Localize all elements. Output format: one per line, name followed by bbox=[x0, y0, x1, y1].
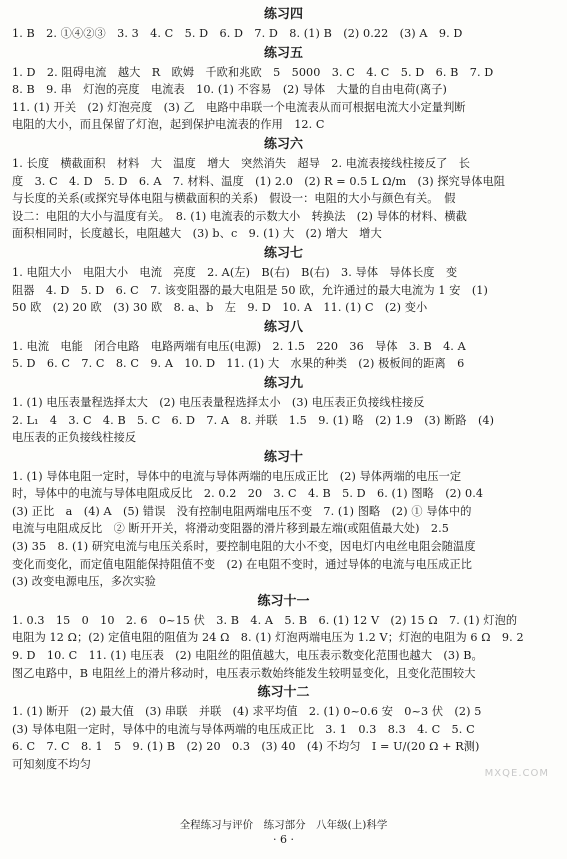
exercise-section bbox=[12, 245, 555, 317]
answer-sections bbox=[12, 6, 555, 774]
answer-line: 电阻为 12 Ω；(2) 定值电阻的阻值为 24 Ω 8. (1) 灯泡两端电压为 1.2 V；灯泡的电阻为 6 Ω 9. 2 bbox=[12, 631, 524, 645]
exercise-section bbox=[12, 136, 555, 243]
answer-line: 阻器 4. D 5. D 6. C 7. 该变阻器的最大电阻是 50 欧，允许通过的最大电流为 1 安 (1) bbox=[12, 283, 488, 297]
section-heading: 练习七 bbox=[263, 245, 303, 261]
page-number: · 6 · bbox=[273, 833, 294, 846]
answer-line: 时，导体中的电流与导体电阻成反比 2. 0.2 20 3. C 4. B 5. D 6. (1) 图略 (2) 0.4 bbox=[12, 487, 484, 501]
section-heading: 练习四 bbox=[263, 7, 303, 22]
exercise-section bbox=[12, 45, 555, 134]
section-heading: 练习十 bbox=[263, 449, 303, 465]
answer-line: 11. (1) 开关 (2) 灯泡亮度 (3) 乙 电路中串联一个电流表从而可根据电流大小定量判断 bbox=[12, 100, 466, 114]
answer-line: (3) 导体电阻一定时，导体中的电流与导体两端的电压成正比 3. 1 0.3 8.3 4. C 5. C bbox=[12, 722, 475, 736]
exercise-section bbox=[12, 375, 555, 447]
answer-line: 1. 0.3 15 0 10 2. 6 0~15 伏 3. B 4. A 5. B 6. (1) 12 V (2) 15 Ω 7. (1) 灯泡的 bbox=[12, 613, 518, 627]
answer-line: 5. D 6. C 7. C 8. C 9. A 10. D 11. (1) 大 水果的种类 (2) 极板间的距离 6 bbox=[12, 357, 465, 371]
answer-line: 与长度的关系(或探究导体电阻与横截面积的关系) 假设一：电阻的大小与颜色有关。 假 bbox=[12, 192, 456, 206]
answer-line: 1. (1) 断开 (2) 最大值 (3) 串联 并联 (4) 求平均值 2. (1) 0~0.6 安 0~3 伏 (2) 5 bbox=[12, 705, 482, 719]
answer-line: 度 3. C 4. D 5. D 6. A 7. 材料、温度 (1) 2.0 (2) R = 0.5 L Ω/m (3) 探究导体电阻 bbox=[12, 174, 506, 188]
section-heading: 练习五 bbox=[263, 45, 303, 61]
exercise-section bbox=[12, 449, 555, 591]
exercise-section bbox=[12, 319, 555, 373]
answer-line: 可知刻度不均匀 bbox=[12, 758, 92, 771]
answer-line: 6. C 7. C 8. 1 5 9. (1) B (2) 20 0.3 (3) 40 (4) 不均匀 I = U/(20 Ω + R测) bbox=[12, 740, 480, 754]
exercise-section bbox=[12, 684, 555, 773]
answer-line: 设二：电阻的大小与温度有关。 8. (1) 电流表的示数大小 转换法 (2) 导体的材料、横截 bbox=[12, 209, 467, 223]
answer-line: 50 欧 (2) 20 欧 (3) 30 欧 8. a、b 左 9. D 10. A 11. (1) C (2) 变小 bbox=[12, 301, 428, 315]
answer-line: 2. L₁ 4 3. C 4. B 5. C 6. D 7. A 8. 并联 1.5 9. (1) 略 (2) 1.9 (3) 断路 (4) bbox=[12, 413, 495, 427]
answer-line: 1. 长度 横截面积 材料 大 温度 增大 突然消失 超导 2. 电流表接线柱接反了 长 bbox=[12, 156, 470, 170]
answer-line: 8. B 9. 串 灯泡的亮度 电流表 10. (1) 不容易 (2) 导体 大量的自由电荷(离子) bbox=[12, 83, 448, 97]
section-heading: 练习十二 bbox=[257, 685, 310, 701]
section-heading: 练习九 bbox=[263, 375, 303, 391]
answer-line: 1. 电阻大小 电阻大小 电流 亮度 2. A(左) B(右) B(右) 3. 导体 导体长度 变 bbox=[12, 265, 458, 279]
answer-line: 变化而变化，而定值电阻能保持阻值不变 (2) 在电阻不变时，通过导体的电流与电压成正比 bbox=[12, 557, 473, 571]
answer-line: 9. D 10. C 11. (1) 电压表 (2) 电阻丝的阻值越大，电压表示数变化范围也越大 (3) B。 bbox=[12, 649, 483, 663]
section-heading: 练习六 bbox=[263, 136, 303, 152]
answer-line: 1. B 2. ①④②③ 3. 3 4. C 5. D 6. D 7. D 8. (1) B (2) 0.22 (3) A 9. D bbox=[12, 27, 463, 40]
exercise-section bbox=[12, 6, 555, 43]
answer-line: 1. (1) 导体电阻一定时，导体中的电流与导体两端的电压成正比 (2) 导体两端的电压一定 bbox=[12, 469, 462, 483]
answer-line: 1. (1) 电压表量程选择太大 (2) 电压表量程选择太小 (3) 电压表正负接线柱接反 bbox=[12, 395, 425, 409]
watermark: MXQE.COM bbox=[484, 768, 549, 779]
section-heading: 练习十一 bbox=[257, 593, 310, 609]
answer-line: 面积相同时，长度越长，电阻越大 (3) b、c 9. (1) 大 (2) 增大 增大 bbox=[12, 227, 382, 241]
answer-line: (3) 正比 a (4) A (5) 错误 没有控制电阻两端电压不变 7. (1) 图略 (2) ① 导体中的 bbox=[12, 504, 472, 518]
page-footer: 全程练习与评价 练习部分 八年级(上)科学 bbox=[179, 819, 388, 831]
answer-line: 1. D 2. 阻碍电流 越大 R 欧姆 千欧和兆欧 5 5000 3. C 4. C 5. D 6. B 7. D bbox=[12, 65, 494, 79]
answer-line: 电阻的大小，而且保留了灯泡，起到保护电流表的作用 12. C bbox=[12, 118, 325, 132]
answer-line: (3) 改变电源电压，多次实验 bbox=[12, 575, 156, 589]
answer-line: 电流与电阻成反比 ② 断开开关，将滑动变阻器的滑片移到最左端(或阻值最大处) 2.5 bbox=[12, 522, 450, 536]
answer-line: 1. 电流 电能 闭合电路 电路两端有电压(电源) 2. 1.5 220 36 导体 3. B 4. A bbox=[12, 339, 466, 353]
answer-line: 图乙电路中，B 电阻丝上的滑片移动时，电压表示数始终能发生较明显变化，且变化范围较大 bbox=[12, 666, 476, 680]
exercise-section bbox=[12, 593, 555, 682]
answer-line: (3) 35 8. (1) 研究电流与电压关系时，要控制电阻的大小不变，因电灯内电丝电阻会随温度 bbox=[12, 540, 476, 554]
section-heading: 练习八 bbox=[263, 319, 303, 335]
answer-line: 电压表的正负接线柱接反 bbox=[12, 431, 137, 445]
